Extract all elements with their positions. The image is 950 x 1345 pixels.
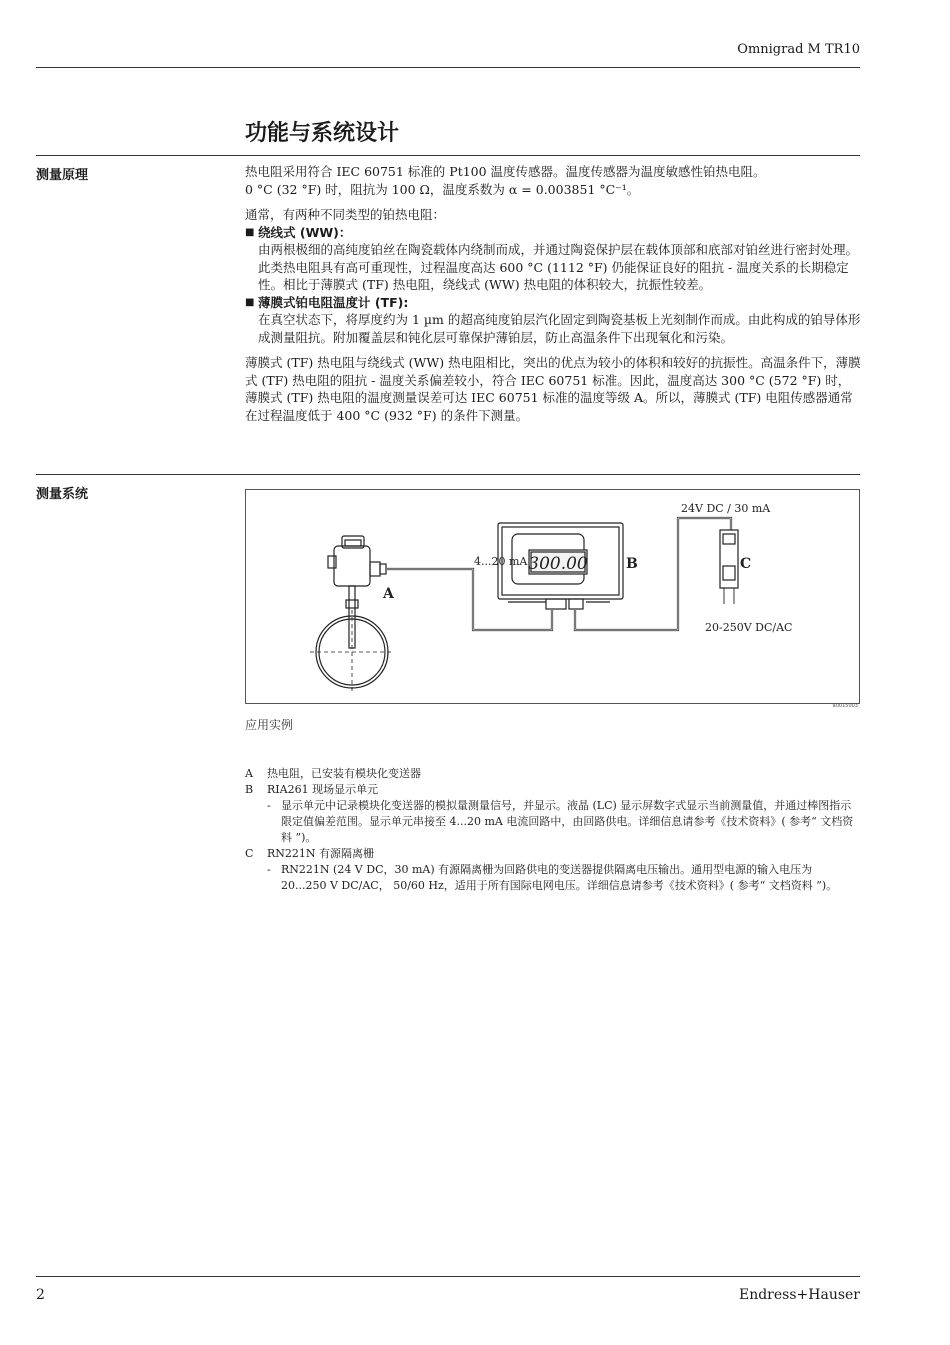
- section-title: 功能与系统设计: [245, 121, 400, 146]
- figure-legend: [245, 766, 861, 894]
- principle-line2: 0 °C (32 °F) 时，阻抗为 100 Ω，温度系数为 α = 0.003851 °C⁻¹。: [245, 181, 640, 197]
- dash-icon: -: [267, 799, 271, 812]
- legend-text: RN221N 有源隔离栅: [267, 847, 375, 860]
- legend-key: C: [245, 847, 254, 860]
- principle-label: 测量原理: [36, 168, 89, 183]
- legend-key: B: [245, 783, 254, 796]
- dash-icon: -: [267, 863, 271, 876]
- footer-rule: [36, 1276, 860, 1277]
- ww-text: 由两根极细的高纯度铂丝在陶瓷载体内绕制而成，并通过陶瓷保护层在载体顶部和底部对铂丝进行密封处理。此类热电阻具有高可重现性，过程温度高达 600 °C (1112 °F) 仍能保证良好的阻抗 - 温度关系的长期稳定性。相比于薄膜式 (TF) 热电阻，绕线式 (WW) 热电阻的体积较大，抗振性较差。: [258, 242, 859, 292]
- bullet-tf: [245, 294, 861, 312]
- header-rule: [36, 67, 860, 68]
- principle-intro: 通常，有两种不同类型的铂热电阻：: [245, 207, 446, 222]
- ww-title: 绕线式 (WW)：: [258, 224, 352, 240]
- legend-item-c: [245, 846, 861, 862]
- bullet-square-icon: ■: [245, 226, 255, 238]
- legend-item-b: [245, 782, 861, 798]
- label-a: A: [383, 586, 394, 602]
- mains-label: 20-250V DC/AC: [705, 621, 793, 634]
- signal-label: 4...20 mA: [474, 555, 528, 568]
- principle-line1: 热电阻采用符合 IEC 60751 标准的 Pt100 温度传感器。温度传感器为温度敏感性铂热电阻。: [245, 164, 766, 179]
- system-rule: [36, 474, 860, 475]
- page-number: 2: [36, 1287, 45, 1303]
- figure-id: a0015003: [832, 703, 858, 709]
- label-c: C: [740, 556, 752, 572]
- legend-subitem-b: [245, 798, 861, 846]
- legend-item-a: [245, 766, 861, 782]
- principle-body: [245, 163, 861, 424]
- brand-name: Endress+Hauser: [738, 1287, 860, 1303]
- bullet-square-icon: ■: [245, 296, 255, 308]
- legend-subtext: RN221N (24 V DC，30 mA) 有源隔离栅为回路供电的变送器提供隔离电压输出。通用型电源的输入电压为 20...250 V DC/AC， 50/60 Hz，适用于所有国际电网电压。详细信息请参考《技术资料》( 参考“ 文档资料 ”)。: [281, 863, 838, 892]
- legend-subtext: 显示单元中记录模块化变送器的模拟量测量信号，并显示。液晶 (LC) 显示屏数字式显示当前测量值，并通过棒图指示限定值偏差范围。显示单元串接至 4...20 mA 电流回路中，由回路供电。详细信息请参考《技术资料》( 参考“ 文档资料 ”)。: [281, 799, 854, 844]
- measuring-system-figure: [245, 489, 860, 704]
- lcd-value: 300.00: [528, 554, 588, 574]
- section-rule: [36, 155, 860, 156]
- tf-text: 在真空状态下，将厚度约为 1 µm 的超高纯度铂层汽化固定到陶瓷基板上光刻制作而成。由此构成的铂导体形成测量阻抗。附加覆盖层和钝化层可靠保护薄铂层，防止高温条件下出现氧化和污染。: [258, 312, 861, 345]
- transmitter-head: [334, 546, 370, 586]
- document-title: Omnigrad M TR10: [737, 42, 860, 57]
- principle-summary: 薄膜式 (TF) 热电阻与绕线式 (WW) 热电阻相比，突出的优点为较小的体积和较好的抗振性。高温条件下，薄膜式 (TF) 热电阻的阻抗 - 温度关系偏差较小，符合 IEC 60751 标准。因此，温度高达 300 °C (572 °F) 时，薄膜式 (TF) 热电阻的温度测量误差可达 IEC 60751 标准的温度等级 A。所以，薄膜式 (TF) 电阻传感器通常在过程温度低于 400 °C (932 °F) 的条件下测量。: [245, 355, 861, 423]
- figure-caption: 应用实例: [245, 718, 294, 732]
- tf-title: 薄膜式铂电阻温度计 (TF):: [258, 294, 409, 310]
- legend-key: A: [245, 767, 253, 780]
- system-label: 测量系统: [36, 487, 89, 502]
- legend-subitem-c: [245, 862, 861, 894]
- bullet-ww: [245, 224, 861, 242]
- legend-text: RIA261 现场显示单元: [267, 783, 379, 796]
- system-diagram: [246, 490, 859, 703]
- legend-text: 热电阻，已安装有模块化变送器: [267, 767, 421, 780]
- supply-label: 24V DC / 30 mA: [681, 502, 771, 515]
- label-b: B: [626, 556, 638, 572]
